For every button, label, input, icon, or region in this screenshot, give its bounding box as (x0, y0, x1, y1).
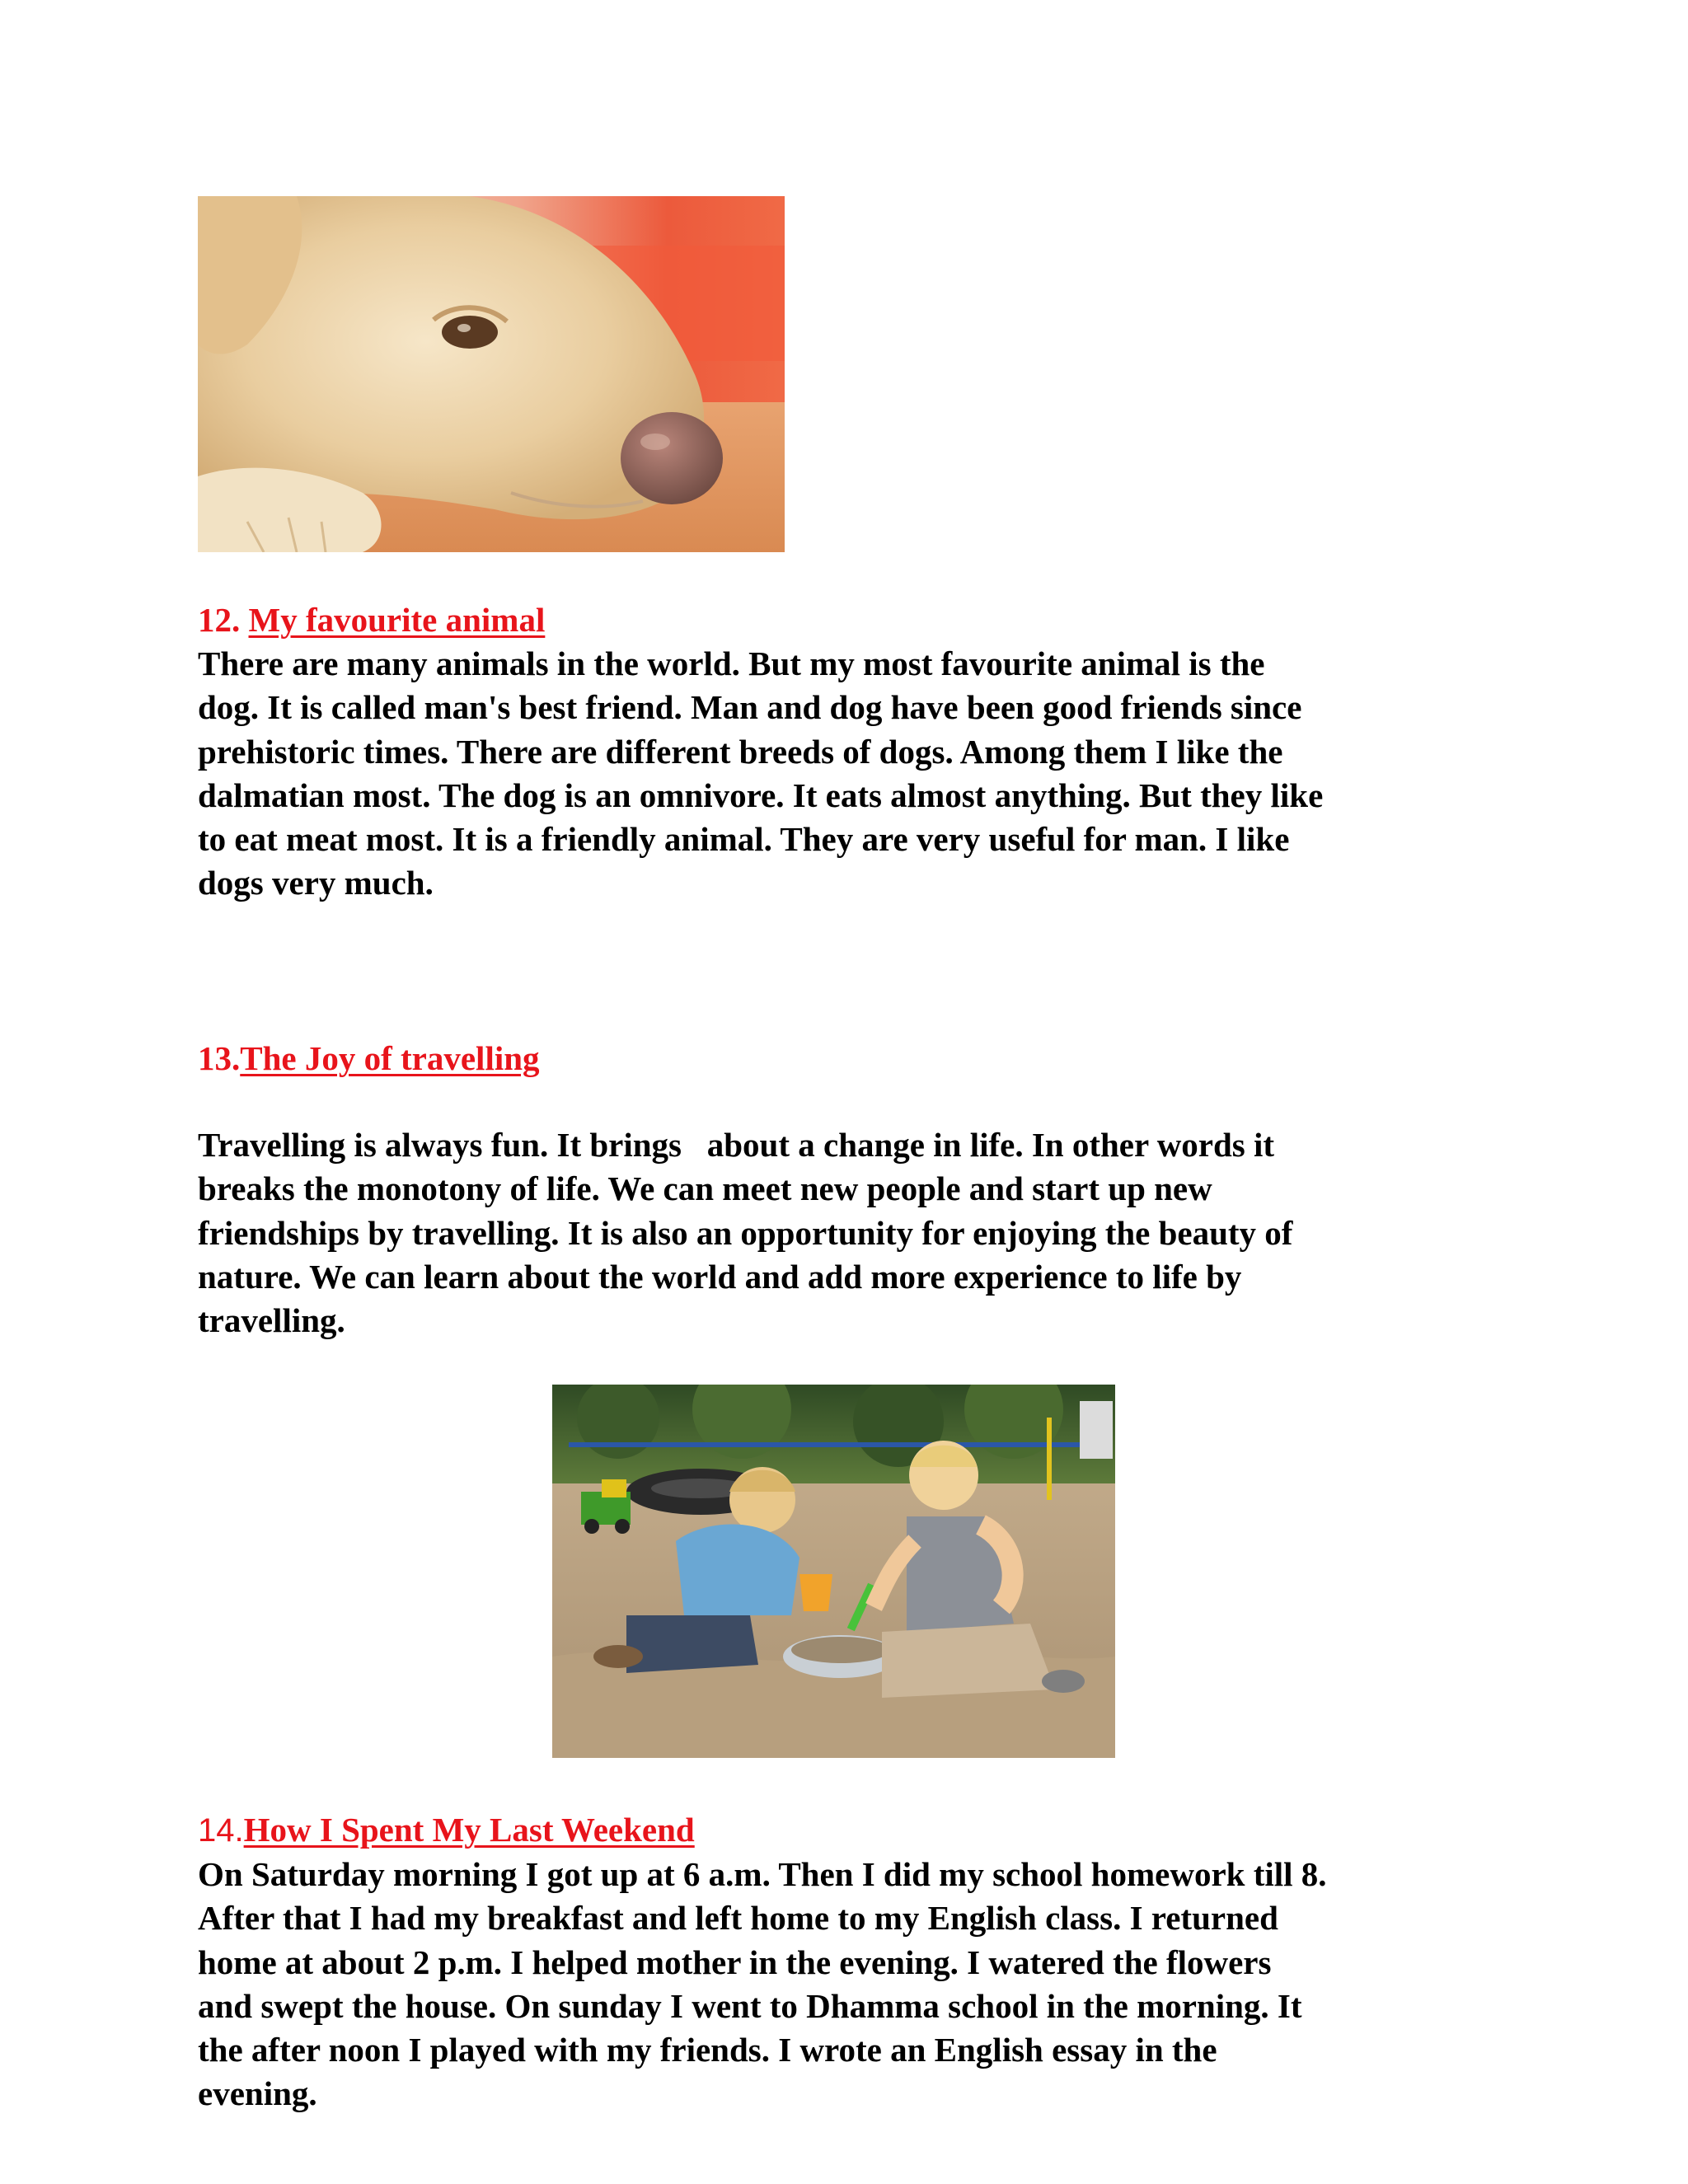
paragraph-line: dogs very much. (198, 864, 434, 902)
section-heading (198, 1037, 540, 1080)
section-heading (198, 1808, 695, 1852)
paragraph-line: dalmatian most. The dog is an omnivore. It eats almost anything. But they like (198, 776, 1324, 814)
section-paragraph (198, 1123, 1517, 1343)
section-number: 13. (198, 1039, 241, 1077)
section-paragraph (198, 642, 1517, 906)
paragraph-line: home at about 2 p.m. I helped mother in the evening. I watered the flowers (198, 1943, 1272, 1981)
kids-sandpit-photo (552, 1385, 1115, 1758)
section-title: The Joy of travelling (240, 1039, 540, 1077)
section-number: 14. (198, 1812, 244, 1849)
paragraph-line: the after noon I played with my friends. I wrote an English essay in the (198, 2031, 1217, 2069)
paragraph-line: There are many animals in the world. But my most favourite animal is the (198, 644, 1265, 682)
paragraph-line: On Saturday morning I got up at 6 a.m. Then I did my school homework till 8. (198, 1855, 1327, 1893)
paragraph-line: After that I had my breakfast and left home to my English class. I returned (198, 1899, 1278, 1938)
section-title: My favourite animal (248, 601, 546, 639)
paragraph-line: Travelling is always fun. It brings about a change in life. In other words it (198, 1126, 1275, 1164)
dog-photo (198, 196, 785, 552)
paragraph-line: and swept the house. On sunday I went to Dhamma school in the morning. It (198, 1986, 1302, 2025)
section-number: 12. (198, 601, 249, 639)
paragraph-line: evening. (198, 2074, 317, 2113)
paragraph-line: breaks the monotony of life. We can meet new people and start up new (198, 1169, 1212, 1208)
section-paragraph (198, 1853, 1517, 2116)
paragraph-line: prehistoric times. There are different breeds of dogs. Among them I like the (198, 732, 1283, 771)
paragraph-line: nature. We can learn about the world and add more experience to life by (198, 1257, 1242, 1296)
paragraph-line: to eat meat most. It is a friendly animal. They are very useful for man. I like (198, 820, 1290, 859)
paragraph-line: travelling. (198, 1301, 345, 1340)
section-title: How I Spent My Last Weekend (243, 1811, 695, 1849)
paragraph-line: friendships by travelling. It is also an opportunity for enjoying the beauty of (198, 1213, 1293, 1252)
section-heading (198, 598, 545, 641)
paragraph-line: dog. It is called man's best friend. Man and dog have been good friends since (198, 688, 1302, 727)
